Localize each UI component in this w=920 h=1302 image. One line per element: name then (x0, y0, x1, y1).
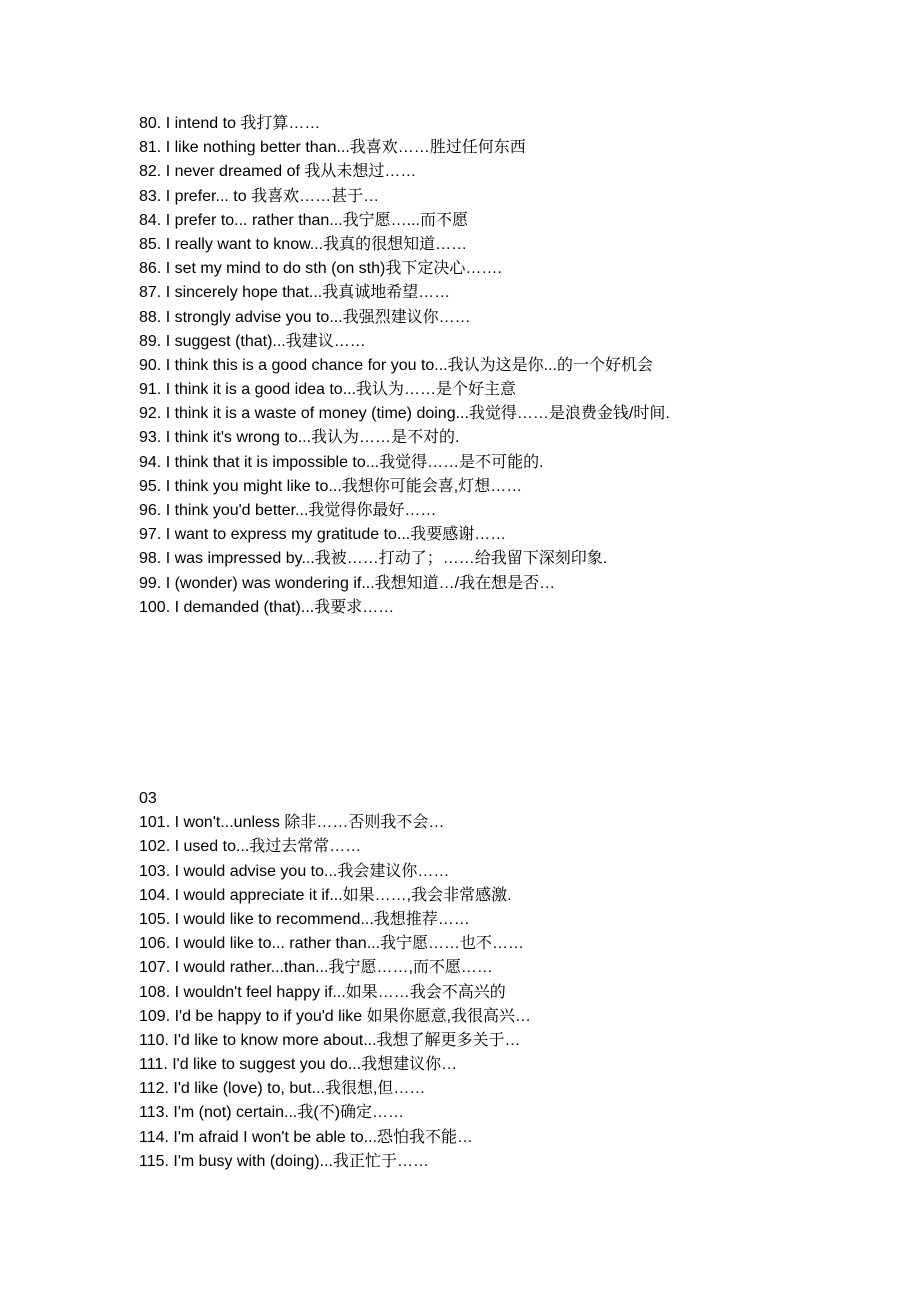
list-item: 82. I never dreamed of 我从未想过…… (139, 163, 417, 181)
list-item: 95. I think you might like to...我想你可能会喜,灯想…… (139, 477, 523, 495)
list-item: 84. I prefer to... rather than...我宁愿…...而不愿 (139, 211, 469, 229)
list-item: 105. I would like to recommend...我想推荐…… (139, 910, 470, 928)
list-item: 109. I'd be happy to if you'd like 如果你愿意,我很高兴… (139, 1007, 532, 1025)
list-item: 96. I think you'd better...我觉得你最好…… (139, 502, 437, 519)
list-item: 114. I'm afraid I won't be able to...恐怕我不能… (139, 1128, 473, 1146)
list-item: 102. I used to...我过去常常…… (139, 838, 362, 856)
section-heading: 03 (139, 790, 157, 807)
list-item: 90. I think this is a good chance for you to...我认为这是你...的一个好机会 (139, 356, 653, 374)
list-item: 98. I was impressed by...我被……打动了；……给我留下深刻印象. (139, 550, 608, 568)
list-item: 80. I intend to 我打算…… (139, 115, 321, 132)
list-item: 106. I would like to... rather than...我宁愿……也不…… (139, 935, 525, 953)
list-item: 92. I think it is a waste of money (time) doing...我觉得……是浪费金钱/时间. (139, 405, 670, 423)
list-item: 85. I really want to know...我真的很想知道…… (139, 235, 468, 253)
list-item: 93. I think it's wrong to...我认为……是不对的. (139, 429, 460, 447)
list-item: 113. I'm (not) certain...我(不)确定…… (139, 1104, 405, 1122)
list-item: 104. I would appreciate it if...如果……,我会非常感激. (139, 886, 512, 904)
list-item: 107. I would rather...than...我宁愿……,而不愿…… (139, 959, 493, 977)
list-item: 110. I'd like to know more about...我想了解更多关于… (139, 1031, 521, 1049)
list-item: 83. I prefer... to 我喜欢……甚于… (139, 187, 380, 205)
list-item: 101. I won't...unless 除非……否则我不会… (139, 814, 445, 832)
list-item: 99. I (wonder) was wondering if...我想知道…/我在想是否… (139, 574, 556, 592)
list-item: 111. I'd like to suggest you do...我想建议你… (139, 1056, 458, 1074)
phrase-list-101-115 (139, 787, 879, 1174)
list-item: 94. I think that it is impossible to...我觉得……是不可能的. (139, 453, 544, 471)
list-item: 86. I set my mind to do sth (on sth)我下定决心……. (139, 260, 502, 278)
list-item: 91. I think it is a good idea to...我认为……是个好主意 (139, 381, 517, 399)
phrase-list-80-100 (139, 112, 879, 620)
list-item: 88. I strongly advise you to...我强烈建议你…… (139, 308, 471, 326)
list-item: 97. I want to express my gratitude to...我要感谢…… (139, 526, 507, 544)
list-item: 100. I demanded (that)...我要求…… (139, 598, 395, 616)
list-item: 108. I wouldn't feel happy if...如果……我会不高兴的 (139, 983, 506, 1001)
list-item: 112. I'd like (love) to, but...我很想,但…… (139, 1080, 426, 1098)
list-item: 87. I sincerely hope that...我真诚地希望…… (139, 284, 451, 302)
list-item: 115. I'm busy with (doing)...我正忙于…… (139, 1152, 429, 1170)
list-item: 89. I suggest (that)...我建议…… (139, 332, 366, 350)
list-item: 103. I would advise you to...我会建议你…… (139, 862, 450, 880)
list-item: 81. I like nothing better than...我喜欢……胜过任何东西 (139, 139, 526, 157)
